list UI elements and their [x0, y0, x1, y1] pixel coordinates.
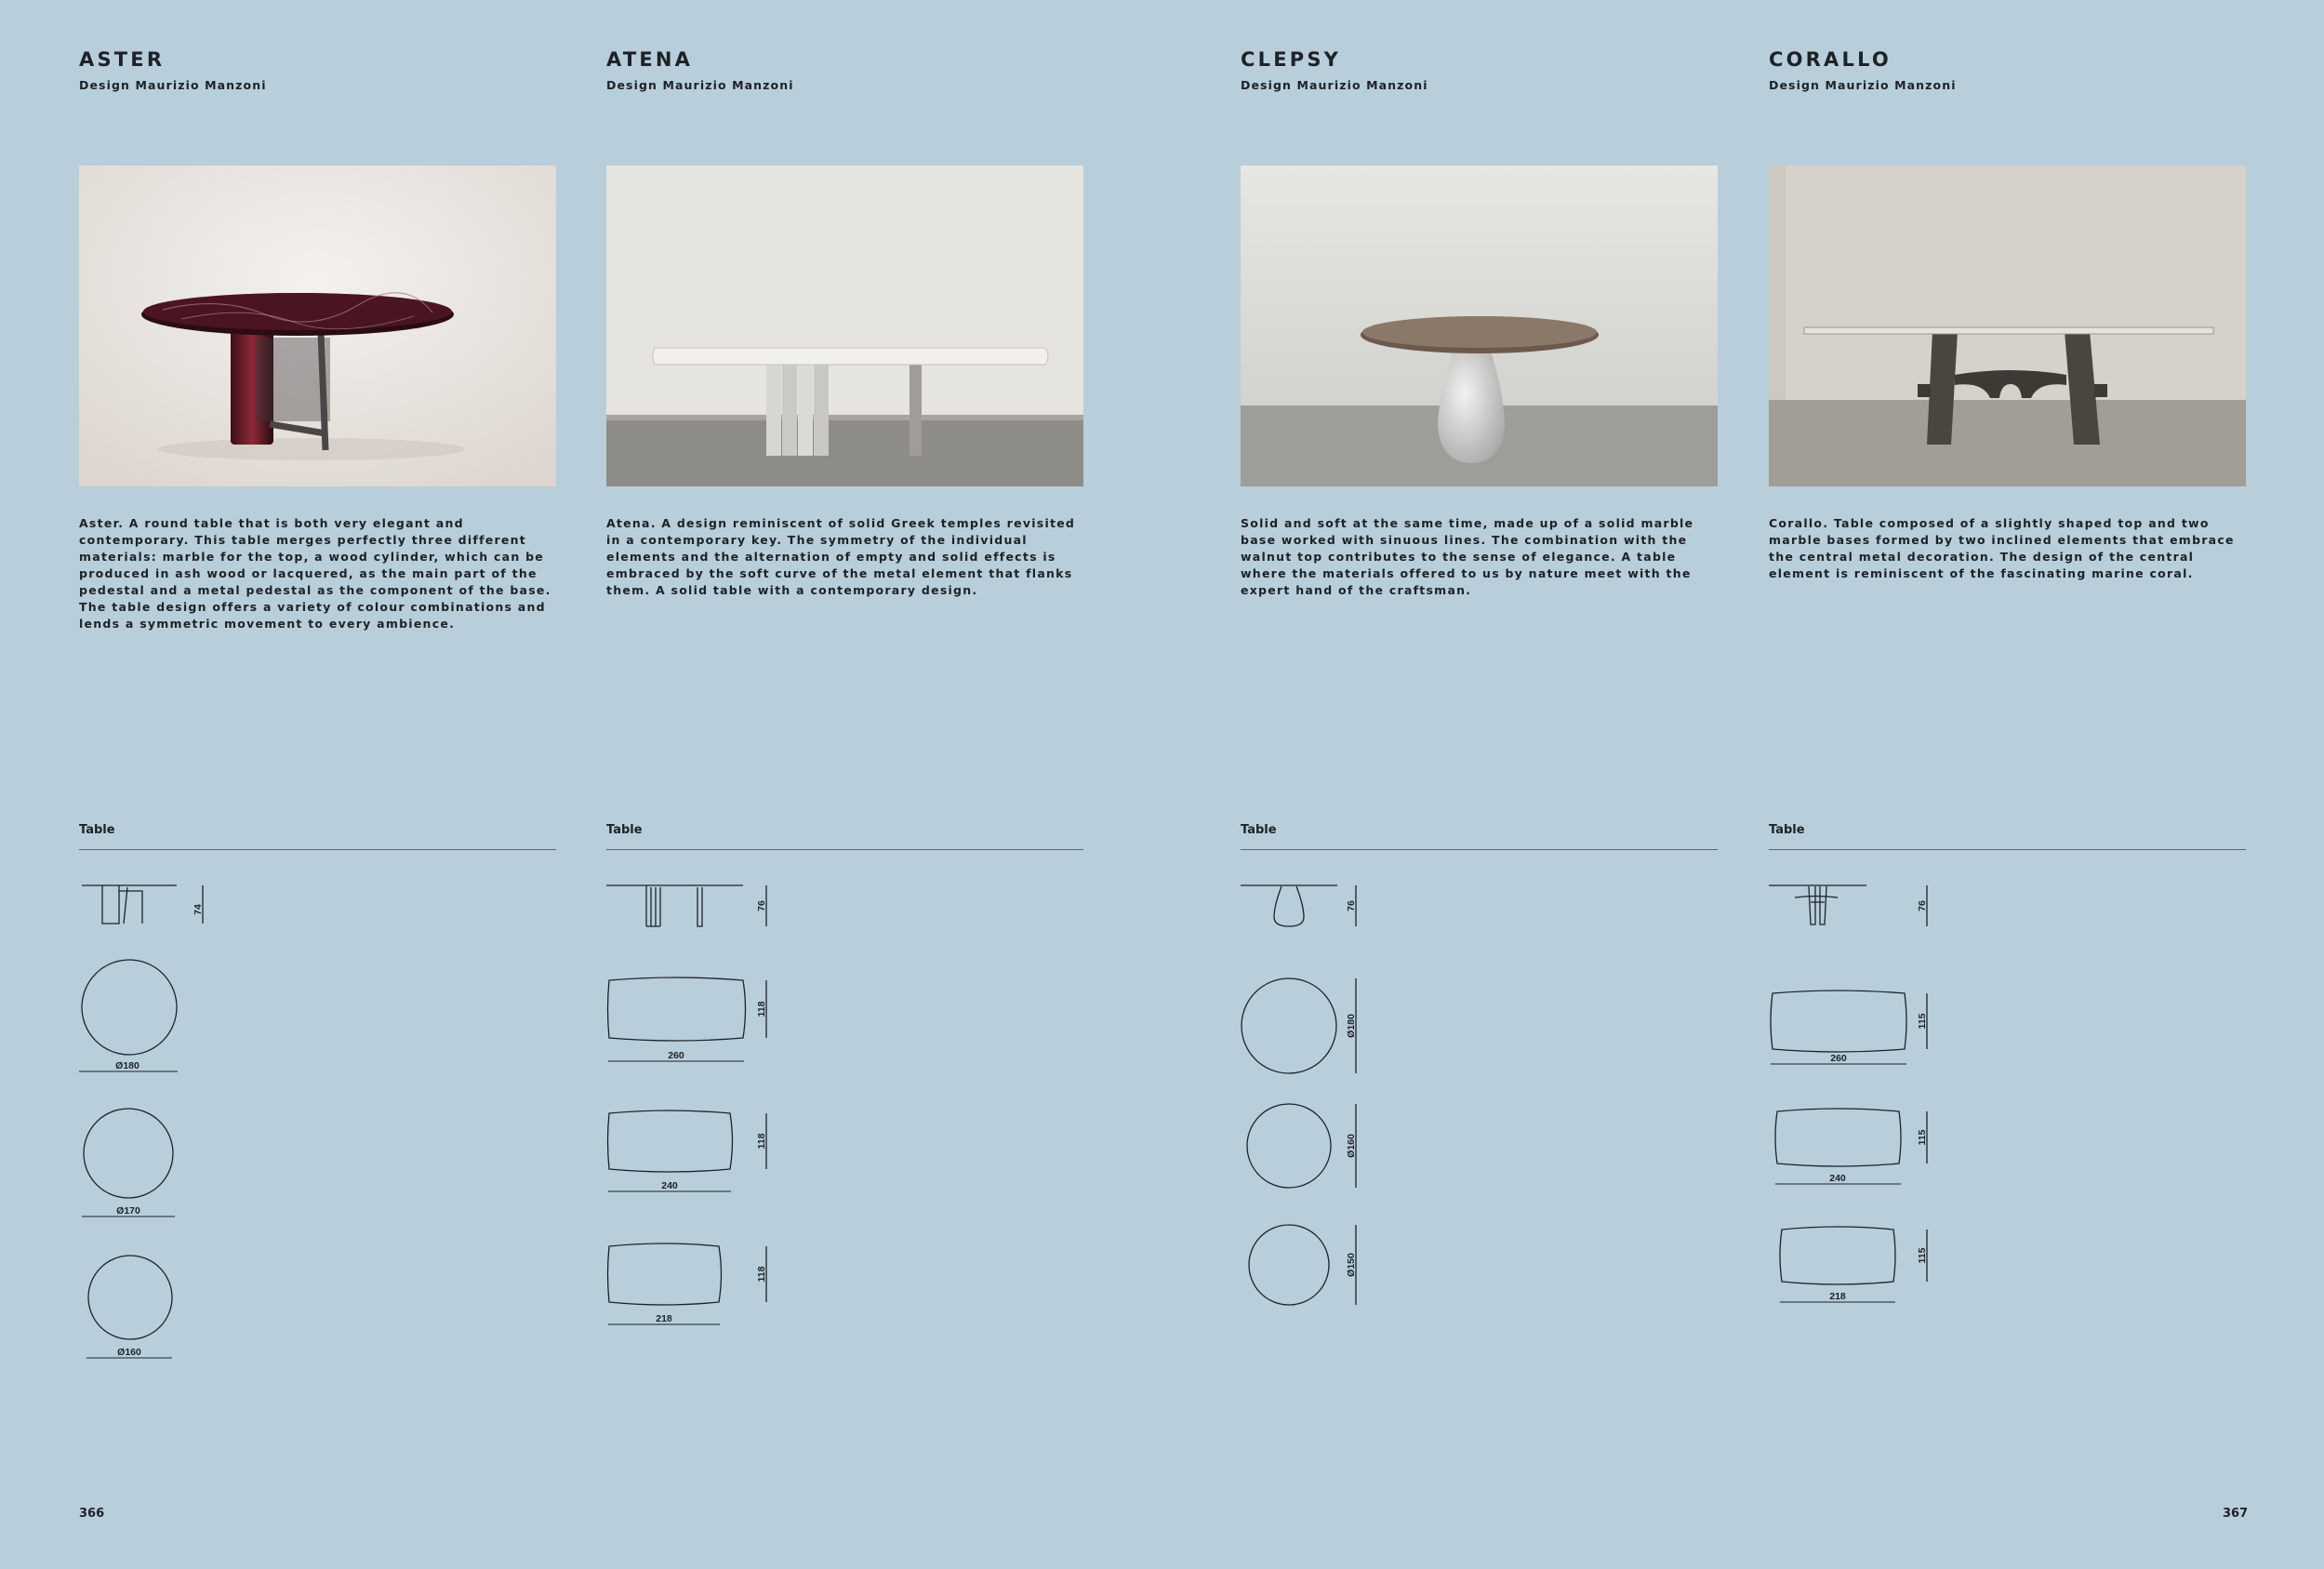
plan-drawing	[1247, 1104, 1331, 1188]
size-dimension: Ø180	[1346, 1014, 1357, 1038]
designer-credit: Design Maurizio Manzoni	[1241, 78, 1428, 92]
size-dimension: Ø160	[117, 1347, 141, 1358]
height-dimension: 76	[1917, 900, 1928, 911]
divider	[606, 849, 1083, 850]
section-label: Table	[1769, 823, 1805, 837]
designer-credit: Design Maurizio Manzoni	[79, 78, 267, 92]
size-dimension: 260	[668, 1050, 684, 1061]
size-dimension: 218	[656, 1313, 672, 1324]
size-dimension: 260	[1830, 1053, 1847, 1064]
product-title: CORALLO	[1769, 48, 1892, 71]
plan-drawing	[608, 1243, 722, 1305]
depth-dimension: 118	[756, 1133, 767, 1150]
product-description: Corallo. Table composed of a slightly shaped top and two marble bases formed by two inclined elements that embrace the central metal decoration. The design of the central element is reminiscent of the fascinating marine coral.	[1769, 516, 2235, 580]
plan-drawing	[1775, 1109, 1901, 1166]
technical-drawings	[79, 865, 556, 1386]
size-dimension: Ø180	[115, 1060, 139, 1071]
depth-dimension: 115	[1917, 1129, 1928, 1146]
height-dimension: 76	[1346, 900, 1357, 911]
plan-drawing	[1249, 1225, 1329, 1305]
size-dimension: Ø160	[1346, 1134, 1357, 1158]
section-label: Table	[606, 823, 643, 837]
size-dimension: Ø170	[116, 1205, 140, 1217]
section-label: Table	[79, 823, 115, 837]
product-description: Aster. A round table that is both very elegant and contemporary. This table merges perfectly three different materials: marble for the top, a wood cylinder, which can be produced in ash wood or lacquered, as the main part of the pedestal and a metal pedestal as the component of the base. The table design offers a variety of colour combinations and lends a symmetric movement to every ambience.	[79, 516, 551, 631]
designer-credit: Design Maurizio Manzoni	[606, 78, 794, 92]
height-dimension: 74	[193, 904, 204, 915]
depth-dimension: 115	[1917, 1013, 1928, 1030]
technical-drawings	[606, 865, 1083, 1386]
plan-drawing	[608, 1110, 733, 1172]
size-dimension: 240	[661, 1180, 678, 1191]
height-dimension: 76	[756, 900, 767, 911]
technical-drawings	[1241, 865, 1718, 1386]
plan-drawing	[1242, 978, 1336, 1073]
product-title: ATENA	[606, 48, 694, 71]
product-title: ASTER	[79, 48, 166, 71]
technical-drawings	[1769, 865, 2246, 1386]
product-description: Solid and soft at the same time, made up of a solid marble base worked with sinuous lines. The combination with the walnut top contributes to the sense of elegance. A table where the materials offered to us by nature meet with the expert hand of the craftsman.	[1241, 516, 1694, 597]
divider	[1769, 849, 2246, 850]
size-dimension: 218	[1829, 1291, 1846, 1302]
divider	[79, 849, 556, 850]
plan-drawing	[82, 960, 177, 1055]
plan-drawing	[1771, 991, 1906, 1052]
plan-drawing	[84, 1109, 173, 1198]
depth-dimension: 118	[756, 1001, 767, 1017]
size-dimension: Ø150	[1346, 1253, 1357, 1277]
page-number-right: 367	[2223, 1507, 2249, 1521]
product-description: Atena. A design reminiscent of solid Greek temples revisited in a contemporary key. The symmetry of the individual elements and the alternation of empty and solid effects is embraced by the soft curve of the metal element that flanks them. A solid table with a contemporary design.	[606, 516, 1076, 597]
product-photo-clepsy	[1241, 166, 1718, 486]
product-photo-corallo	[1769, 166, 2246, 486]
depth-dimension: 118	[756, 1266, 767, 1283]
section-label: Table	[1241, 823, 1277, 837]
plan-drawing	[1780, 1227, 1895, 1284]
product-photo-atena	[606, 166, 1083, 486]
product-photo-aster	[79, 166, 556, 486]
product-title: CLEPSY	[1241, 48, 1342, 71]
designer-credit: Design Maurizio Manzoni	[1769, 78, 1957, 92]
page-number-left: 366	[79, 1507, 105, 1521]
plan-drawing	[88, 1256, 172, 1339]
size-dimension: 240	[1829, 1173, 1846, 1184]
divider	[1241, 849, 1718, 850]
plan-drawing	[608, 977, 746, 1041]
depth-dimension: 115	[1917, 1247, 1928, 1264]
